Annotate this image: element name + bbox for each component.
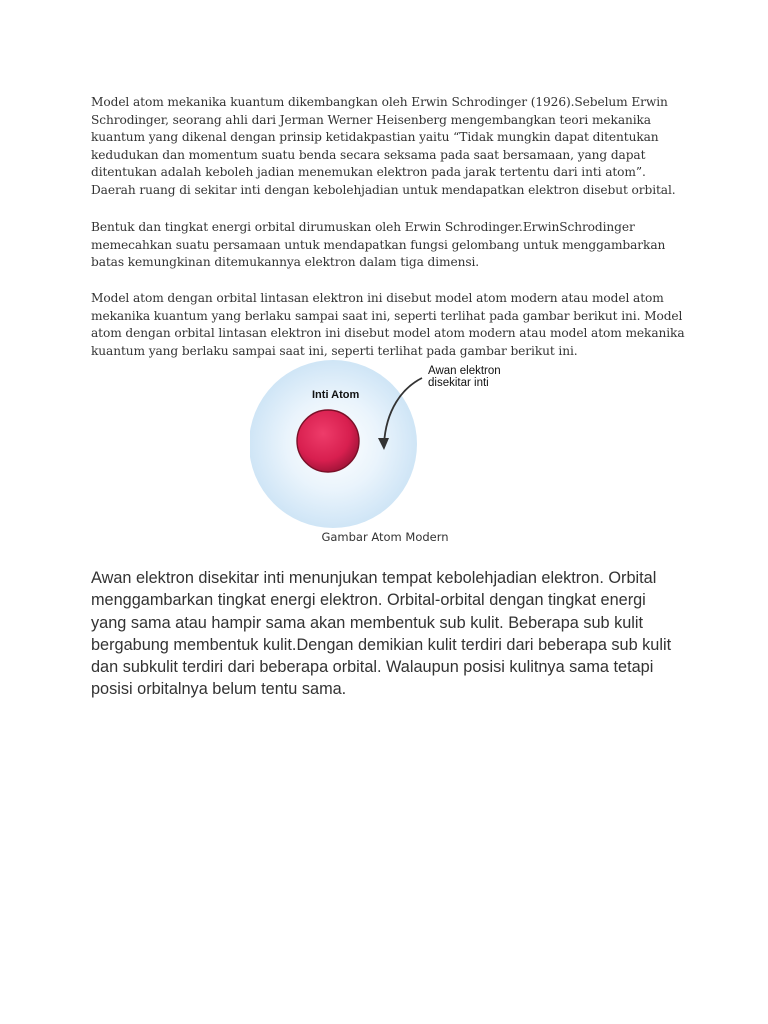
text-line: atom dengan orbital lintasan elektron ini disebut model atom modern atau model atom mekanika [91,326,685,341]
text-line: memecahkan suatu persamaan untuk mendapatkan fungsi gelombang untuk menggambarkan [91,237,666,252]
text-line: kedudukan dan momentum suatu benda secara seksama pada saat bersamaan, yang dapat [91,147,646,162]
text-line: Schrodinger, seorang ahli dari Jerman Werner Heisenberg mengembangkan teori mekanika [91,112,651,127]
atom-nucleus [297,410,359,472]
text-line: Awan elektron disekitar inti menunjukan tempat kebolehjadian elektron. Orbital [91,569,657,587]
text-line: posisi orbitalnya belum tentu sama. [91,680,347,699]
text-line: Model atom mekanika kuantum dikembangkan oleh Erwin Schrodinger (1926).Sebelum Erwin [91,95,668,109]
nucleus-label: Inti Atom [312,389,360,401]
text-line: batas kemungkinan ditemukannya elektron dalam tiga dimensi. [91,255,480,270]
text-line: ditentukan adalah keboleh jadian menemukan elektron pada jarak tertentu dari inti atom”. [91,165,646,180]
cloud-label-line2: disekitar inti [428,377,489,389]
cloud-label-line1: Awan elektron [428,365,501,377]
text-line: kuantum yang dikenal dengan prinsip ketidakpastian yaitu “Tidak mungkin dapat ditentukan [91,130,659,145]
text-line: bergabung membentuk kulit.Dengan demikian kulit terdiri dari beberapa sub kulit [91,635,672,654]
figure-caption: Gambar Atom Modern [321,530,449,544]
text-line: dan subkulit terdiri dari beberapa orbital. Walaupun posisi kulitnya sama tetapi [91,658,654,677]
text-line: Model atom dengan orbital lintasan elektron ini disebut model atom modern atau model atom [91,291,664,305]
text-line: Daerah ruang di sekitar inti dengan kebolehjadian untuk mendapatkan elektron disebut orbital. [91,182,676,197]
text-line: menggambarkan tingkat energi elektron. Orbital-orbital dengan tingkat energi [91,591,646,610]
paragraph-schrodinger [91,219,691,272]
text-line: Bentuk dan tingkat energi orbital dirumuskan oleh Erwin Schrodinger.ErwinSchrodinger [91,220,635,234]
text-line: kuantum yang berlaku sampai saat ini, seperti terlihat pada gambar berikut ini. [91,343,578,358]
paragraph-intro [91,94,691,200]
text-line: yang sama atau hampir sama akan membentuk sub kulit. Beberapa sub kulit [91,613,644,632]
text-line: mekanika kuantum yang berlaku sampai saat ini, seperti terlihat pada gambar berikut ini. Model [91,308,683,323]
atom-model-figure [250,358,520,533]
paragraph-explanation [91,567,691,701]
paragraph-model [91,290,691,360]
